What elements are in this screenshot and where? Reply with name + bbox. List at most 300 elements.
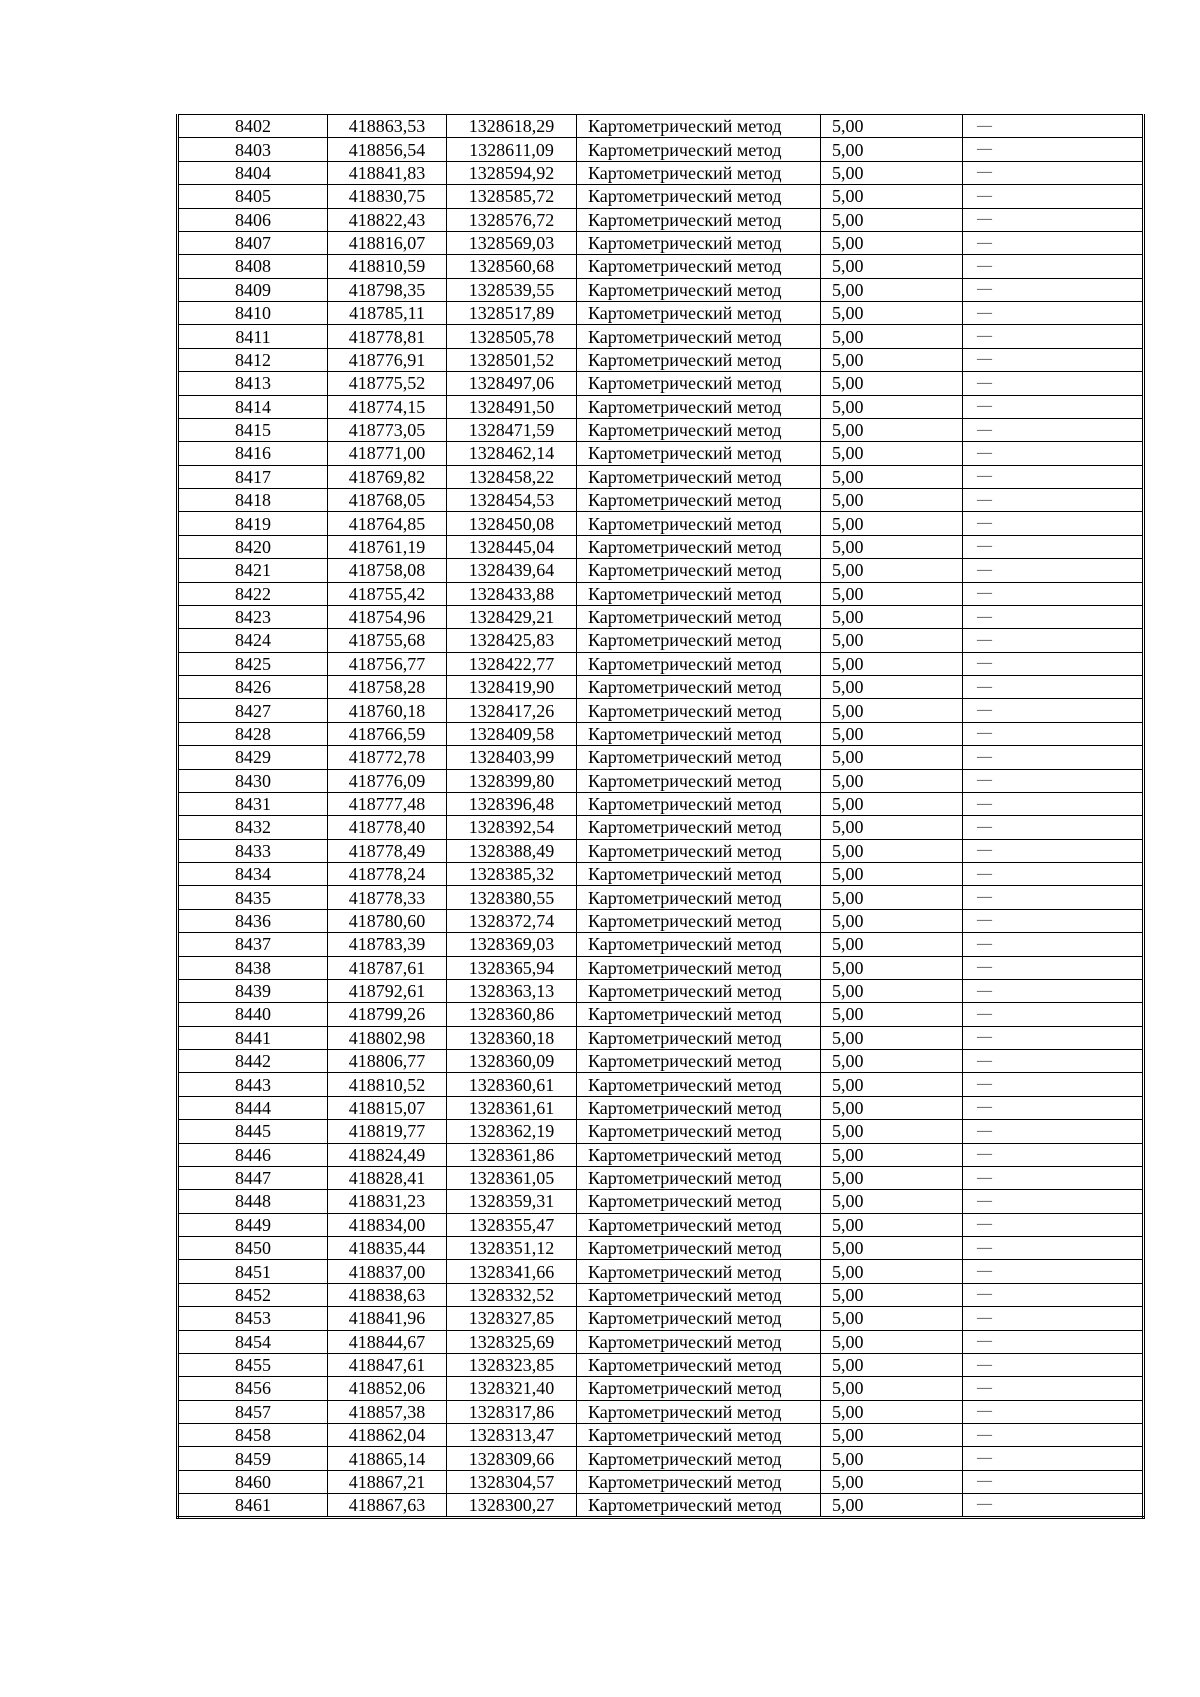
x-coordinate-cell: 418761,19 [328, 535, 447, 558]
x-coordinate-cell: 418857,38 [328, 1400, 447, 1423]
x-coordinate-cell: 418830,75 [328, 185, 447, 208]
x-coordinate-cell: 418863,53 [328, 115, 447, 138]
y-coordinate-cell: 1328341,66 [447, 1260, 577, 1283]
point-number-cell: 8419 [178, 512, 328, 535]
x-coordinate-cell: 418862,04 [328, 1424, 447, 1447]
method-cell: Картометрический метод [577, 348, 821, 371]
description-cell: — [963, 1353, 1144, 1376]
method-cell: Картометрический метод [577, 886, 821, 909]
point-number-cell: 8452 [178, 1283, 328, 1306]
y-coordinate-cell: 1328399,80 [447, 769, 577, 792]
method-cell: Картометрический метод [577, 1050, 821, 1073]
description-cell: — [963, 956, 1144, 979]
table-row [178, 839, 1144, 862]
accuracy-cell: 5,00 [821, 582, 963, 605]
description-cell: — [963, 302, 1144, 325]
x-coordinate-cell: 418766,59 [328, 722, 447, 745]
method-cell: Картометрический метод [577, 1424, 821, 1447]
y-coordinate-cell: 1328429,21 [447, 605, 577, 628]
table-row [178, 255, 1144, 278]
x-coordinate-cell: 418834,00 [328, 1213, 447, 1236]
description-cell: — [963, 255, 1144, 278]
table-row [178, 1470, 1144, 1493]
y-coordinate-cell: 1328360,86 [447, 1003, 577, 1026]
table-row [178, 1307, 1144, 1330]
description-cell: — [963, 395, 1144, 418]
point-number-cell: 8412 [178, 348, 328, 371]
x-coordinate-cell: 418778,81 [328, 325, 447, 348]
method-cell: Картометрический метод [577, 699, 821, 722]
point-number-cell: 8429 [178, 746, 328, 769]
point-number-cell: 8418 [178, 489, 328, 512]
accuracy-cell: 5,00 [821, 348, 963, 371]
y-coordinate-cell: 1328361,86 [447, 1143, 577, 1166]
x-coordinate-cell: 418776,91 [328, 348, 447, 371]
method-cell: Картометрический метод [577, 839, 821, 862]
x-coordinate-cell: 418822,43 [328, 208, 447, 231]
y-coordinate-cell: 1328505,78 [447, 325, 577, 348]
x-coordinate-cell: 418754,96 [328, 605, 447, 628]
method-cell: Картометрический метод [577, 1307, 821, 1330]
method-cell: Картометрический метод [577, 722, 821, 745]
description-cell: — [963, 1213, 1144, 1236]
accuracy-cell: 5,00 [821, 559, 963, 582]
table-row [178, 1494, 1144, 1517]
y-coordinate-cell: 1328309,66 [447, 1447, 577, 1470]
y-coordinate-cell: 1328454,53 [447, 489, 577, 512]
accuracy-cell: 5,00 [821, 535, 963, 558]
x-coordinate-cell: 418798,35 [328, 278, 447, 301]
table-row [178, 1330, 1144, 1353]
method-cell: Картометрический метод [577, 395, 821, 418]
accuracy-cell: 5,00 [821, 1447, 963, 1470]
description-cell: — [963, 1003, 1144, 1026]
x-coordinate-cell: 418799,26 [328, 1003, 447, 1026]
description-cell: — [963, 278, 1144, 301]
point-number-cell: 8424 [178, 629, 328, 652]
x-coordinate-cell: 418835,44 [328, 1237, 447, 1260]
accuracy-cell: 5,00 [821, 909, 963, 932]
y-coordinate-cell: 1328380,55 [447, 886, 577, 909]
point-number-cell: 8448 [178, 1190, 328, 1213]
table-row [178, 208, 1144, 231]
y-coordinate-cell: 1328396,48 [447, 792, 577, 815]
accuracy-cell: 5,00 [821, 1026, 963, 1049]
method-cell: Картометрический метод [577, 1400, 821, 1423]
method-cell: Картометрический метод [577, 442, 821, 465]
accuracy-cell: 5,00 [821, 1424, 963, 1447]
table-row [178, 652, 1144, 675]
x-coordinate-cell: 418780,60 [328, 909, 447, 932]
point-number-cell: 8427 [178, 699, 328, 722]
table-row [178, 792, 1144, 815]
description-cell: — [963, 792, 1144, 815]
description-cell: — [963, 1330, 1144, 1353]
x-coordinate-cell: 418841,83 [328, 161, 447, 184]
y-coordinate-cell: 1328360,61 [447, 1073, 577, 1096]
table-row [178, 746, 1144, 769]
point-number-cell: 8423 [178, 605, 328, 628]
point-number-cell: 8403 [178, 138, 328, 161]
description-cell: — [963, 1166, 1144, 1189]
y-coordinate-cell: 1328419,90 [447, 676, 577, 699]
description-cell: — [963, 629, 1144, 652]
description-cell: — [963, 1307, 1144, 1330]
accuracy-cell: 5,00 [821, 1307, 963, 1330]
y-coordinate-cell: 1328321,40 [447, 1377, 577, 1400]
accuracy-cell: 5,00 [821, 442, 963, 465]
accuracy-cell: 5,00 [821, 933, 963, 956]
method-cell: Картометрический метод [577, 582, 821, 605]
table-row [178, 231, 1144, 254]
y-coordinate-cell: 1328403,99 [447, 746, 577, 769]
table-row [178, 1073, 1144, 1096]
y-coordinate-cell: 1328361,61 [447, 1096, 577, 1119]
point-number-cell: 8460 [178, 1470, 328, 1493]
accuracy-cell: 5,00 [821, 1096, 963, 1119]
y-coordinate-cell: 1328585,72 [447, 185, 577, 208]
accuracy-cell: 5,00 [821, 255, 963, 278]
description-cell: — [963, 979, 1144, 1002]
y-coordinate-cell: 1328462,14 [447, 442, 577, 465]
method-cell: Картометрический метод [577, 1003, 821, 1026]
description-cell: — [963, 676, 1144, 699]
point-number-cell: 8441 [178, 1026, 328, 1049]
accuracy-cell: 5,00 [821, 325, 963, 348]
point-number-cell: 8433 [178, 839, 328, 862]
method-cell: Картометрический метод [577, 769, 821, 792]
x-coordinate-cell: 418771,00 [328, 442, 447, 465]
point-number-cell: 8432 [178, 816, 328, 839]
accuracy-cell: 5,00 [821, 395, 963, 418]
x-coordinate-cell: 418778,40 [328, 816, 447, 839]
accuracy-cell: 5,00 [821, 115, 963, 138]
description-cell: — [963, 138, 1144, 161]
x-coordinate-cell: 418775,52 [328, 372, 447, 395]
accuracy-cell: 5,00 [821, 1166, 963, 1189]
y-coordinate-cell: 1328445,04 [447, 535, 577, 558]
description-cell: — [963, 1260, 1144, 1283]
accuracy-cell: 5,00 [821, 746, 963, 769]
method-cell: Картометрический метод [577, 979, 821, 1002]
y-coordinate-cell: 1328611,09 [447, 138, 577, 161]
table-row [178, 278, 1144, 301]
point-number-cell: 8442 [178, 1050, 328, 1073]
x-coordinate-cell: 418810,52 [328, 1073, 447, 1096]
description-cell: — [963, 1096, 1144, 1119]
description-cell: — [963, 1237, 1144, 1260]
accuracy-cell: 5,00 [821, 722, 963, 745]
table-row [178, 302, 1144, 325]
description-cell: — [963, 746, 1144, 769]
y-coordinate-cell: 1328491,50 [447, 395, 577, 418]
x-coordinate-cell: 418841,96 [328, 1307, 447, 1330]
accuracy-cell: 5,00 [821, 816, 963, 839]
table-row [178, 1026, 1144, 1049]
table-row [178, 1260, 1144, 1283]
method-cell: Картометрический метод [577, 278, 821, 301]
accuracy-cell: 5,00 [821, 231, 963, 254]
point-number-cell: 8410 [178, 302, 328, 325]
method-cell: Картометрический метод [577, 489, 821, 512]
method-cell: Картометрический метод [577, 1096, 821, 1119]
coordinates-table-body [178, 115, 1144, 1518]
x-coordinate-cell: 418838,63 [328, 1283, 447, 1306]
point-number-cell: 8430 [178, 769, 328, 792]
table-row [178, 699, 1144, 722]
accuracy-cell: 5,00 [821, 1260, 963, 1283]
x-coordinate-cell: 418778,33 [328, 886, 447, 909]
description-cell: — [963, 372, 1144, 395]
accuracy-cell: 5,00 [821, 1003, 963, 1026]
description-cell: — [963, 839, 1144, 862]
table-row [178, 489, 1144, 512]
method-cell: Картометрический метод [577, 863, 821, 886]
method-cell: Картометрический метод [577, 1213, 821, 1236]
y-coordinate-cell: 1328363,13 [447, 979, 577, 1002]
x-coordinate-cell: 418776,09 [328, 769, 447, 792]
x-coordinate-cell: 418810,59 [328, 255, 447, 278]
x-coordinate-cell: 418777,48 [328, 792, 447, 815]
table-row [178, 395, 1144, 418]
y-coordinate-cell: 1328369,03 [447, 933, 577, 956]
y-coordinate-cell: 1328425,83 [447, 629, 577, 652]
accuracy-cell: 5,00 [821, 1330, 963, 1353]
accuracy-cell: 5,00 [821, 278, 963, 301]
point-number-cell: 8426 [178, 676, 328, 699]
accuracy-cell: 5,00 [821, 1283, 963, 1306]
y-coordinate-cell: 1328576,72 [447, 208, 577, 231]
table-row [178, 956, 1144, 979]
method-cell: Картометрический метод [577, 746, 821, 769]
x-coordinate-cell: 418815,07 [328, 1096, 447, 1119]
accuracy-cell: 5,00 [821, 1143, 963, 1166]
description-cell: — [963, 185, 1144, 208]
point-number-cell: 8455 [178, 1353, 328, 1376]
method-cell: Картометрический метод [577, 652, 821, 675]
accuracy-cell: 5,00 [821, 1353, 963, 1376]
x-coordinate-cell: 418778,24 [328, 863, 447, 886]
y-coordinate-cell: 1328433,88 [447, 582, 577, 605]
description-cell: — [963, 348, 1144, 371]
x-coordinate-cell: 418792,61 [328, 979, 447, 1002]
accuracy-cell: 5,00 [821, 699, 963, 722]
description-cell: — [963, 465, 1144, 488]
y-coordinate-cell: 1328471,59 [447, 418, 577, 441]
x-coordinate-cell: 418865,14 [328, 1447, 447, 1470]
y-coordinate-cell: 1328313,47 [447, 1424, 577, 1447]
point-number-cell: 8420 [178, 535, 328, 558]
table-row [178, 863, 1144, 886]
table-row [178, 325, 1144, 348]
table-row [178, 1096, 1144, 1119]
method-cell: Картометрический метод [577, 1447, 821, 1470]
point-number-cell: 8443 [178, 1073, 328, 1096]
accuracy-cell: 5,00 [821, 465, 963, 488]
table-row [178, 909, 1144, 932]
point-number-cell: 8425 [178, 652, 328, 675]
y-coordinate-cell: 1328539,55 [447, 278, 577, 301]
accuracy-cell: 5,00 [821, 839, 963, 862]
method-cell: Картометрический метод [577, 231, 821, 254]
y-coordinate-cell: 1328560,68 [447, 255, 577, 278]
point-number-cell: 8457 [178, 1400, 328, 1423]
x-coordinate-cell: 418802,98 [328, 1026, 447, 1049]
description-cell: — [963, 1120, 1144, 1143]
accuracy-cell: 5,00 [821, 1050, 963, 1073]
description-cell: — [963, 1050, 1144, 1073]
table-row [178, 1050, 1144, 1073]
y-coordinate-cell: 1328359,31 [447, 1190, 577, 1213]
accuracy-cell: 5,00 [821, 372, 963, 395]
x-coordinate-cell: 418760,18 [328, 699, 447, 722]
method-cell: Картометрический метод [577, 138, 821, 161]
method-cell: Картометрический метод [577, 1494, 821, 1517]
x-coordinate-cell: 418772,78 [328, 746, 447, 769]
method-cell: Картометрический метод [577, 629, 821, 652]
method-cell: Картометрический метод [577, 1353, 821, 1376]
x-coordinate-cell: 418837,00 [328, 1260, 447, 1283]
accuracy-cell: 5,00 [821, 138, 963, 161]
y-coordinate-cell: 1328594,92 [447, 161, 577, 184]
x-coordinate-cell: 418756,77 [328, 652, 447, 675]
x-coordinate-cell: 418783,39 [328, 933, 447, 956]
x-coordinate-cell: 418764,85 [328, 512, 447, 535]
point-number-cell: 8428 [178, 722, 328, 745]
table-row [178, 465, 1144, 488]
x-coordinate-cell: 418867,21 [328, 1470, 447, 1493]
description-cell: — [963, 1283, 1144, 1306]
accuracy-cell: 5,00 [821, 629, 963, 652]
description-cell: — [963, 582, 1144, 605]
y-coordinate-cell: 1328355,47 [447, 1213, 577, 1236]
table-row [178, 769, 1144, 792]
table-row [178, 348, 1144, 371]
point-number-cell: 8434 [178, 863, 328, 886]
table-row [178, 886, 1144, 909]
y-coordinate-cell: 1328392,54 [447, 816, 577, 839]
x-coordinate-cell: 418787,61 [328, 956, 447, 979]
y-coordinate-cell: 1328317,86 [447, 1400, 577, 1423]
table-row [178, 161, 1144, 184]
point-number-cell: 8411 [178, 325, 328, 348]
description-cell: — [963, 231, 1144, 254]
method-cell: Картометрический метод [577, 909, 821, 932]
point-number-cell: 8435 [178, 886, 328, 909]
method-cell: Картометрический метод [577, 1377, 821, 1400]
point-number-cell: 8459 [178, 1447, 328, 1470]
point-number-cell: 8407 [178, 231, 328, 254]
table-row [178, 1003, 1144, 1026]
accuracy-cell: 5,00 [821, 1377, 963, 1400]
method-cell: Картометрический метод [577, 605, 821, 628]
description-cell: — [963, 1143, 1144, 1166]
table-row [178, 722, 1144, 745]
table-row [178, 629, 1144, 652]
method-cell: Картометрический метод [577, 1190, 821, 1213]
point-number-cell: 8438 [178, 956, 328, 979]
accuracy-cell: 5,00 [821, 1120, 963, 1143]
y-coordinate-cell: 1328385,32 [447, 863, 577, 886]
accuracy-cell: 5,00 [821, 1470, 963, 1493]
description-cell: — [963, 1470, 1144, 1493]
table-row [178, 979, 1144, 1002]
y-coordinate-cell: 1328304,57 [447, 1470, 577, 1493]
description-cell: — [963, 652, 1144, 675]
description-cell: — [963, 699, 1144, 722]
y-coordinate-cell: 1328450,08 [447, 512, 577, 535]
x-coordinate-cell: 418755,42 [328, 582, 447, 605]
description-cell: — [963, 1447, 1144, 1470]
method-cell: Картометрический метод [577, 1470, 821, 1493]
y-coordinate-cell: 1328388,49 [447, 839, 577, 862]
method-cell: Картометрический метод [577, 512, 821, 535]
table-row [178, 442, 1144, 465]
method-cell: Картометрический метод [577, 325, 821, 348]
y-coordinate-cell: 1328360,18 [447, 1026, 577, 1049]
y-coordinate-cell: 1328361,05 [447, 1166, 577, 1189]
x-coordinate-cell: 418758,08 [328, 559, 447, 582]
point-number-cell: 8449 [178, 1213, 328, 1236]
point-number-cell: 8447 [178, 1166, 328, 1189]
description-cell: — [963, 115, 1144, 138]
y-coordinate-cell: 1328497,06 [447, 372, 577, 395]
point-number-cell: 8405 [178, 185, 328, 208]
method-cell: Картометрический метод [577, 255, 821, 278]
description-cell: — [963, 933, 1144, 956]
method-cell: Картометрический метод [577, 933, 821, 956]
method-cell: Картометрический метод [577, 1237, 821, 1260]
y-coordinate-cell: 1328372,74 [447, 909, 577, 932]
accuracy-cell: 5,00 [821, 863, 963, 886]
point-number-cell: 8409 [178, 278, 328, 301]
method-cell: Картометрический метод [577, 956, 821, 979]
table-row [178, 1424, 1144, 1447]
table-row [178, 115, 1144, 138]
method-cell: Картометрический метод [577, 1260, 821, 1283]
description-cell: — [963, 1494, 1144, 1517]
method-cell: Картометрический метод [577, 816, 821, 839]
y-coordinate-cell: 1328351,12 [447, 1237, 577, 1260]
y-coordinate-cell: 1328327,85 [447, 1307, 577, 1330]
coordinates-table [176, 114, 1145, 1519]
table-row [178, 1377, 1144, 1400]
method-cell: Картометрический метод [577, 1073, 821, 1096]
description-cell: — [963, 442, 1144, 465]
point-number-cell: 8402 [178, 115, 328, 138]
point-number-cell: 8436 [178, 909, 328, 932]
table-row [178, 605, 1144, 628]
description-cell: — [963, 722, 1144, 745]
x-coordinate-cell: 418816,07 [328, 231, 447, 254]
description-cell: — [963, 863, 1144, 886]
table-row [178, 1213, 1144, 1236]
point-number-cell: 8413 [178, 372, 328, 395]
table-row [178, 582, 1144, 605]
y-coordinate-cell: 1328409,58 [447, 722, 577, 745]
point-number-cell: 8417 [178, 465, 328, 488]
accuracy-cell: 5,00 [821, 1494, 963, 1517]
description-cell: — [963, 909, 1144, 932]
table-row [178, 676, 1144, 699]
accuracy-cell: 5,00 [821, 1073, 963, 1096]
accuracy-cell: 5,00 [821, 1190, 963, 1213]
y-coordinate-cell: 1328360,09 [447, 1050, 577, 1073]
description-cell: — [963, 769, 1144, 792]
x-coordinate-cell: 418828,41 [328, 1166, 447, 1189]
method-cell: Картометрический метод [577, 1283, 821, 1306]
x-coordinate-cell: 418758,28 [328, 676, 447, 699]
